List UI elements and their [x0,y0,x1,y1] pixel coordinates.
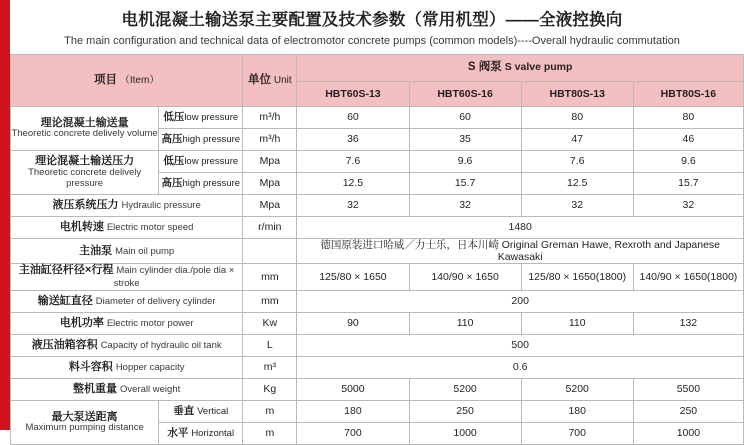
value-cell: 5200 [409,378,521,400]
table-row [11,194,744,216]
value-cell: 7.6 [297,150,409,172]
value-cell: 700 [521,422,633,444]
value-cell: 7.6 [521,150,633,172]
row-label-pressure [11,150,159,194]
header-item-en: （Item） [119,74,160,86]
row-label-en: Main cylinder dia./pole dia × stroke [113,265,235,289]
sub-label-cn: 低压 [163,154,185,167]
unit-cell: m³/h [243,106,297,128]
table-row [11,400,744,422]
row-label-hydraulic-pressure [11,194,243,216]
value-cell: 125/80 × 1650(1800) [521,264,633,291]
row-label-volume [11,106,159,150]
unit-cell: m³ [243,356,297,378]
row-label-cn: 理论混凝土输送量 [40,116,129,129]
header-model-4: HBT80S-16 [633,81,743,106]
header-unit-cell [243,54,297,106]
unit-cell: m [243,400,297,422]
table-row [11,216,744,238]
value-cell: 180 [297,400,409,422]
row-label-cn: 液压油箱容积 [31,338,98,351]
unit-cell [243,238,297,263]
value-cell: 32 [521,194,633,216]
row-label-cn: 主油泵 [79,244,113,257]
row-label-cn: 液压系统压力 [52,198,119,211]
title-block [0,0,744,54]
value-cell: 32 [409,194,521,216]
value-cell: 46 [633,128,743,150]
value-cell: 60 [297,106,409,128]
unit-cell: r/min [243,216,297,238]
row-label-en: Capacity of hydraulic oil tank [100,339,222,351]
sub-label-en: Horizontal [191,427,235,439]
sub-label-cn: 高压 [161,176,183,189]
sub-label-vertical [159,400,243,422]
sub-label-high-pressure [159,172,243,194]
value-cell: 110 [521,312,633,334]
value-cell-span: 0.6 [297,356,744,378]
row-label-en: Hopper capacity [115,361,185,373]
value-cell: 12.5 [297,172,409,194]
row-label-motor-power [11,312,243,334]
unit-cell: Kg [243,378,297,400]
row-label-en: Maximum pumping distance [25,422,144,434]
sub-label-cn: 水平 [167,426,189,439]
unit-cell: Kw [243,312,297,334]
table-row [11,150,744,172]
header-item-cell [11,54,243,106]
row-label-cn: 电机功率 [59,316,104,329]
value-cell-span: 德国原装进口哈威／力士乐，日本川崎 Original Greman Hawe, Rexroth and Japanese Kawasaki [297,238,744,263]
sub-label-en: high pressure [182,133,241,145]
value-cell: 5000 [297,378,409,400]
value-cell: 250 [633,400,743,422]
row-label-en: Theoretic concrete delively pressure [28,166,142,189]
value-cell: 32 [633,194,743,216]
row-label-en: Electric motor power [106,317,194,329]
value-cell: 12.5 [521,172,633,194]
value-cell-span: 200 [297,290,744,312]
header-group-cn: S 阀泵 [467,61,502,74]
unit-cell: mm [243,290,297,312]
value-cell: 15.7 [633,172,743,194]
header-model-1: HBT60S-13 [297,81,409,106]
specification-table [10,54,744,445]
header-group-en: S valve pump [504,61,573,74]
value-cell: 140/90 × 1650(1800) [633,264,743,291]
header-item-cn: 项目 [93,73,117,86]
value-cell: 60 [409,106,521,128]
sub-label-low-pressure [159,150,243,172]
unit-cell: Mpa [243,194,297,216]
unit-cell: mm [243,264,297,291]
value-cell: 9.6 [409,150,521,172]
value-cell: 80 [521,106,633,128]
value-cell: 132 [633,312,743,334]
value-cell: 250 [409,400,521,422]
row-label-cn: 主油缸径杆径×行程 [18,264,114,277]
table-row [11,290,744,312]
row-label-hopper-capacity [11,356,243,378]
value-cell-span: 1480 [297,216,744,238]
sub-label-cn: 低压 [163,110,185,123]
sub-label-en: low pressure [184,155,239,167]
row-label-overall-weight [11,378,243,400]
value-cell: 125/80 × 1650 [297,264,409,291]
unit-cell: Mpa [243,172,297,194]
row-label-cn: 最大泵送距离 [51,410,118,423]
header-model-3: HBT80S-13 [521,81,633,106]
sub-label-horizontal [159,422,243,444]
sub-label-en: high pressure [182,177,241,189]
value-cell: 110 [409,312,521,334]
header-unit-cn: 单位 [247,73,271,86]
unit-cell: m³/h [243,128,297,150]
value-cell: 5500 [633,378,743,400]
table-row [11,238,744,263]
value-cell: 1000 [633,422,743,444]
row-label-en: Diameter of delivery cylinder [95,295,216,307]
row-label-en: Overall weight [120,383,181,395]
page-title-cn: 电机混凝土输送泵主要配置及技术参数（常用机型）——全液控换向 [121,11,623,29]
row-label-cn: 料斗容积 [68,360,113,373]
table-row [11,334,744,356]
row-label-en: Electric motor speed [106,221,194,233]
value-cell: 700 [297,422,409,444]
sub-label-en: low pressure [184,111,239,123]
table-row [11,264,744,291]
value-cell: 140/90 × 1650 [409,264,521,291]
header-group-cell [297,54,744,81]
left-accent-bar [0,0,10,430]
sub-label-low-pressure [159,106,243,128]
row-label-cn: 电机转速 [59,220,104,233]
page-title-en: The main configuration and technical data of electromotor concrete pumps (common models)----Overall hydraulic commutation [64,34,680,47]
table-row [11,312,744,334]
table-row [11,378,744,400]
row-label-motor-speed [11,216,243,238]
sub-label-cn: 高压 [161,132,183,145]
row-label-cn: 整机重量 [73,382,118,395]
row-label-main-oil-pump [11,238,243,263]
header-unit-en: Unit [273,74,292,86]
sub-label-cn: 垂直 [173,404,195,417]
value-cell-span: 500 [297,334,744,356]
row-label-pumping-distance [11,400,159,444]
value-cell: 15.7 [409,172,521,194]
value-cell: 90 [297,312,409,334]
row-label-delivery-cylinder-dia [11,290,243,312]
row-label-en: Theoretic concrete delively volume [11,128,158,140]
value-cell: 9.6 [633,150,743,172]
unit-cell: L [243,334,297,356]
value-cell: 47 [521,128,633,150]
value-cell: 5200 [521,378,633,400]
sub-label-en: Vertical [197,405,229,417]
table-header-row-1 [11,54,744,81]
row-label-cn: 输送缸直径 [37,294,93,307]
value-cell: 32 [297,194,409,216]
table-row [11,106,744,128]
row-label-en: Main oil pump [115,245,175,257]
value-cell: 180 [521,400,633,422]
value-cell: 1000 [409,422,521,444]
sub-label-high-pressure [159,128,243,150]
header-model-2: HBT60S-16 [409,81,521,106]
row-label-cn: 理论混凝土输送压力 [35,155,135,168]
value-cell: 80 [633,106,743,128]
value-cell: 36 [297,128,409,150]
unit-cell: Mpa [243,150,297,172]
value-cell: 35 [409,128,521,150]
row-label-en: Hydraulic pressure [121,199,201,211]
unit-cell: m [243,422,297,444]
row-label-oil-tank-capacity [11,334,243,356]
row-label-main-cylinder [11,264,243,291]
table-row [11,356,744,378]
